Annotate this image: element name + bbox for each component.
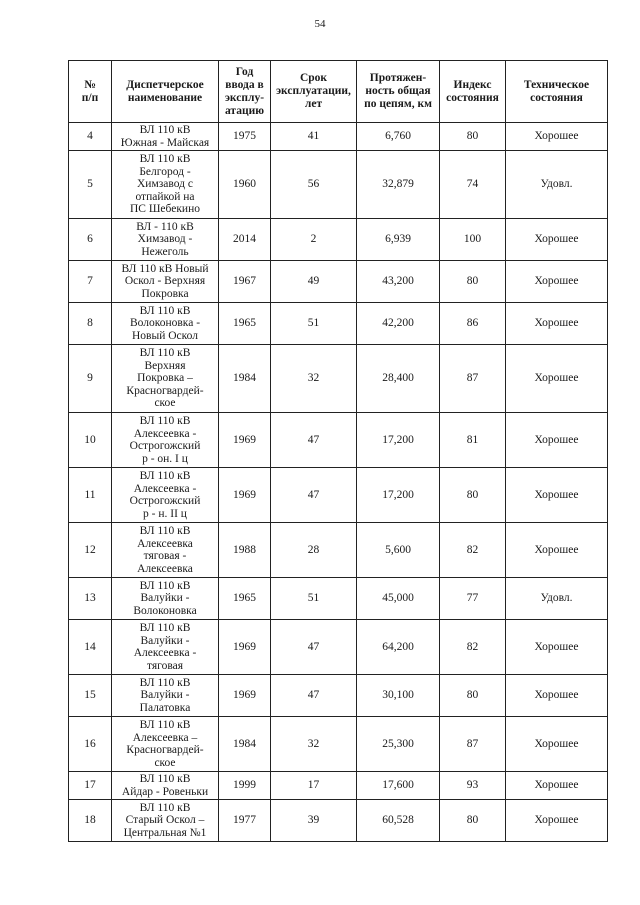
header-age: Срок эксплуатации, лет [271, 61, 357, 123]
row-state: Хорошее [506, 772, 608, 800]
row-index: 86 [440, 303, 506, 345]
row-age: 56 [271, 151, 357, 219]
row-year: 1965 [219, 578, 271, 620]
row-number: 8 [69, 303, 112, 345]
table-header-row [69, 61, 608, 123]
row-state: Хорошее [506, 261, 608, 303]
row-number: 12 [69, 523, 112, 578]
row-name: ВЛ 110 кВ Айдар - Ровеньки [112, 772, 219, 800]
row-name: ВЛ 110 кВ Волоконовка - Новый Оскол [112, 303, 219, 345]
table-row [69, 620, 608, 675]
row-year: 1965 [219, 303, 271, 345]
row-number: 5 [69, 151, 112, 219]
row-age: 51 [271, 578, 357, 620]
row-state: Хорошее [506, 675, 608, 717]
row-age: 32 [271, 345, 357, 413]
row-number: 6 [69, 219, 112, 261]
row-year: 1975 [219, 123, 271, 151]
row-year: 1969 [219, 675, 271, 717]
row-name: ВЛ - 110 кВ Химзавод - Нежеголь [112, 219, 219, 261]
row-year: 1960 [219, 151, 271, 219]
table-row [69, 303, 608, 345]
row-length: 64,200 [357, 620, 440, 675]
row-year: 1969 [219, 468, 271, 523]
row-number: 16 [69, 717, 112, 772]
row-age: 39 [271, 800, 357, 842]
row-state: Удовл. [506, 151, 608, 219]
row-index: 87 [440, 345, 506, 413]
row-length: 42,200 [357, 303, 440, 345]
row-number: 18 [69, 800, 112, 842]
row-index: 82 [440, 620, 506, 675]
row-index: 82 [440, 523, 506, 578]
row-age: 41 [271, 123, 357, 151]
row-age: 32 [271, 717, 357, 772]
row-index: 81 [440, 413, 506, 468]
row-index: 80 [440, 261, 506, 303]
row-index: 100 [440, 219, 506, 261]
row-state: Хорошее [506, 717, 608, 772]
row-year: 1969 [219, 620, 271, 675]
row-length: 17,200 [357, 413, 440, 468]
row-name: ВЛ 110 кВ Алексеевка - Острогожский р - он. I ц [112, 413, 219, 468]
row-state: Хорошее [506, 800, 608, 842]
header-year: Год ввода в эксплу- атацию [219, 61, 271, 123]
header-number: № п/п [69, 61, 112, 123]
table-row [69, 578, 608, 620]
row-index: 80 [440, 123, 506, 151]
row-year: 1967 [219, 261, 271, 303]
row-index: 80 [440, 675, 506, 717]
row-age: 47 [271, 413, 357, 468]
row-length: 32,879 [357, 151, 440, 219]
page-number: 54 [314, 18, 326, 30]
header-index: Индекс состояния [440, 61, 506, 123]
row-number: 7 [69, 261, 112, 303]
row-name: ВЛ 110 кВ Алексеевка - Острогожский р - н. II ц [112, 468, 219, 523]
row-name: ВЛ 110 кВ Алексеевка тяговая - Алексеевка [112, 523, 219, 578]
row-index: 87 [440, 717, 506, 772]
header-state: Техническое состояния [506, 61, 608, 123]
header-length: Протяжен- ность общая по цепям, км [357, 61, 440, 123]
row-state: Хорошее [506, 303, 608, 345]
row-state: Хорошее [506, 523, 608, 578]
row-index: 93 [440, 772, 506, 800]
table-row [69, 717, 608, 772]
row-length: 5,600 [357, 523, 440, 578]
table-row [69, 261, 608, 303]
row-index: 80 [440, 800, 506, 842]
row-number: 17 [69, 772, 112, 800]
row-name: ВЛ 110 кВ Старый Оскол – Центральная №1 [112, 800, 219, 842]
row-age: 47 [271, 675, 357, 717]
row-index: 74 [440, 151, 506, 219]
row-age: 2 [271, 219, 357, 261]
table-row [69, 413, 608, 468]
row-index: 77 [440, 578, 506, 620]
row-length: 17,600 [357, 772, 440, 800]
row-name: ВЛ 110 кВ Валуйки - Алексеевка - тяговая [112, 620, 219, 675]
row-number: 10 [69, 413, 112, 468]
row-length: 60,528 [357, 800, 440, 842]
row-number: 11 [69, 468, 112, 523]
table-row [69, 219, 608, 261]
row-year: 1988 [219, 523, 271, 578]
row-name: ВЛ 110 кВ Алексеевка – Красногвардей- ское [112, 717, 219, 772]
row-name: ВЛ 110 кВ Валуйки - Волоконовка [112, 578, 219, 620]
row-year: 2014 [219, 219, 271, 261]
row-state: Хорошее [506, 620, 608, 675]
row-age: 47 [271, 468, 357, 523]
table-row [69, 345, 608, 413]
row-state: Хорошее [506, 345, 608, 413]
row-name: ВЛ 110 кВ Новый Оскол - Верхняя Покровка [112, 261, 219, 303]
table-body [69, 123, 608, 842]
table-row [69, 800, 608, 842]
row-index: 80 [440, 468, 506, 523]
row-state: Хорошее [506, 413, 608, 468]
row-number: 9 [69, 345, 112, 413]
row-state: Хорошее [506, 219, 608, 261]
row-name: ВЛ 110 кВ Валуйки - Палатовка [112, 675, 219, 717]
table-row [69, 675, 608, 717]
table-row [69, 523, 608, 578]
row-state: Хорошее [506, 468, 608, 523]
row-length: 45,000 [357, 578, 440, 620]
row-name: ВЛ 110 кВ Белгород - Химзавод с отпайкой на ПС Шебекино [112, 151, 219, 219]
table-row [69, 151, 608, 219]
row-length: 25,300 [357, 717, 440, 772]
row-length: 28,400 [357, 345, 440, 413]
row-age: 51 [271, 303, 357, 345]
row-age: 49 [271, 261, 357, 303]
row-year: 1977 [219, 800, 271, 842]
row-number: 14 [69, 620, 112, 675]
row-year: 1999 [219, 772, 271, 800]
table-row [69, 123, 608, 151]
row-name: ВЛ 110 кВ Южная - Майская [112, 123, 219, 151]
row-state: Удовл. [506, 578, 608, 620]
row-year: 1984 [219, 717, 271, 772]
row-length: 17,200 [357, 468, 440, 523]
row-number: 4 [69, 123, 112, 151]
row-age: 28 [271, 523, 357, 578]
row-number: 13 [69, 578, 112, 620]
row-length: 30,100 [357, 675, 440, 717]
table-row [69, 772, 608, 800]
row-length: 43,200 [357, 261, 440, 303]
row-year: 1984 [219, 345, 271, 413]
row-name: ВЛ 110 кВ Верхняя Покровка – Красногвардей- ское [112, 345, 219, 413]
row-state: Хорошее [506, 123, 608, 151]
power-lines-table [68, 60, 608, 842]
row-length: 6,939 [357, 219, 440, 261]
row-length: 6,760 [357, 123, 440, 151]
row-age: 47 [271, 620, 357, 675]
row-number: 15 [69, 675, 112, 717]
row-age: 17 [271, 772, 357, 800]
row-year: 1969 [219, 413, 271, 468]
table-row [69, 468, 608, 523]
header-name: Диспетчерское наименование [112, 61, 219, 123]
